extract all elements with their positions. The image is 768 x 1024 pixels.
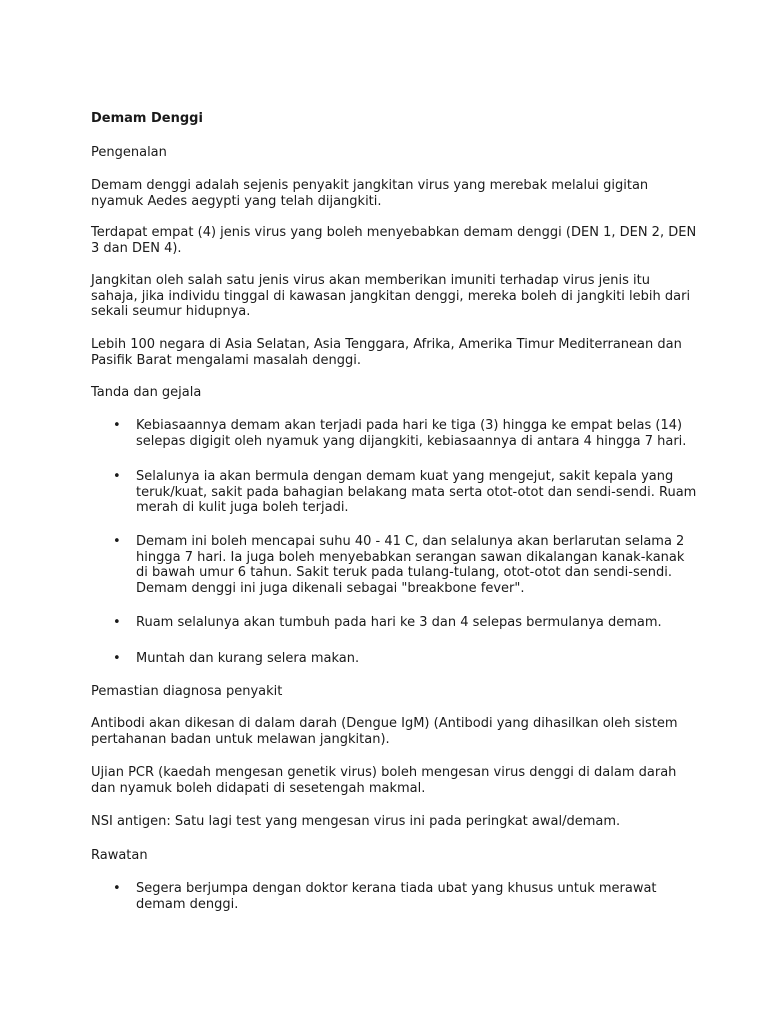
section-heading-diagnosis: Pemastian diagnosa penyakit xyxy=(91,684,283,699)
text-line: Antibodi akan dikesan di dalam darah (Dengue IgM) (Antibodi yang dihasilkan oleh sistem xyxy=(91,716,678,731)
paragraph-diagnosis-2 xyxy=(91,765,691,796)
text-line: merah di kulit juga boleh terjadi. xyxy=(136,500,349,515)
text-line: Kebiasaannya demam akan terjadi pada hari ke tiga (3) hingga ke empat belas (14) xyxy=(136,418,683,433)
text-line: teruk/kuat, sakit pada bahagian belakang mata serta otot-otot dan sendi-sendi. Ruam xyxy=(136,484,697,500)
text-line: sekali seumur hidupnya. xyxy=(91,304,251,319)
text-line: nyamuk Aedes aegypti yang telah dijangkiti. xyxy=(91,193,382,209)
text-line: hingga 7 hari. Ia juga boleh menyebabkan serangan sawan dikalangan kanak-kanak xyxy=(136,549,685,565)
section-heading-treatment: Rawatan xyxy=(91,848,148,863)
text-line: pertahanan badan untuk melawan jangkitan). xyxy=(91,731,390,747)
text-line: Lebih 100 negara di Asia Selatan, Asia Tenggara, Afrika, Amerika Timur Mediterranean dan xyxy=(91,337,682,352)
section-heading-intro: Pengenalan xyxy=(91,145,167,160)
text-line: Demam denggi ini juga dikenali sebagai "breakbone fever". xyxy=(136,580,525,596)
paragraph-intro-4 xyxy=(91,337,691,368)
bullet-icon: • xyxy=(113,534,121,549)
bullet-icon: • xyxy=(113,418,121,433)
text-line: 3 dan DEN 4). xyxy=(91,240,182,256)
text-line: Muntah dan kurang selera makan. xyxy=(136,651,360,666)
text-line: sahaja, jika individu tinggal di kawasan jangkitan denggi, mereka boleh di jangkiti lebih dari xyxy=(91,288,691,304)
bullet-icon: • xyxy=(113,651,121,666)
text-line: Demam denggi adalah sejenis penyakit jangkitan virus yang merebak melalui gigitan xyxy=(91,178,649,193)
text-line: demam denggi. xyxy=(136,896,239,912)
text-line: Terdapat empat (4) jenis virus yang boleh menyebabkan demam denggi (DEN 1, DEN 2, DEN xyxy=(91,225,697,240)
document-title: Demam Denggi xyxy=(91,111,203,126)
paragraph-intro-3 xyxy=(91,273,691,320)
bullet-icon: • xyxy=(113,881,121,896)
paragraph-intro-1 xyxy=(91,178,691,209)
bullet-icon: • xyxy=(113,615,121,630)
text-line: dan nyamuk boleh didapati di sesetengah makmal. xyxy=(91,780,426,796)
paragraph-diagnosis-3: NSI antigen: Satu lagi test yang mengesan virus ini pada peringkat awal/demam. xyxy=(91,814,621,829)
text-line: di bawah umur 6 tahun. Sakit teruk pada tulang-tulang, otot-otot dan sendi-sendi. xyxy=(136,565,672,580)
text-line: Ruam selalunya akan tumbuh pada hari ke 3 dan 4 selepas bermulanya demam. xyxy=(136,615,662,630)
text-line: selepas digigit oleh nyamuk yang dijangkiti, kebiasaannya di antara 4 hingga 7 hari. xyxy=(136,433,687,449)
text-line: Selalunya ia akan bermula dengan demam kuat yang mengejut, sakit kepala yang xyxy=(136,469,674,484)
text-line: Ujian PCR (kaedah mengesan genetik virus) boleh mengesan virus denggi di dalam darah xyxy=(91,765,677,780)
bullet-icon: • xyxy=(113,469,121,484)
text-line: Segera berjumpa dengan doktor kerana tiada ubat yang khusus untuk merawat xyxy=(136,881,657,896)
paragraph-diagnosis-1 xyxy=(91,716,691,747)
text-line: Pasifik Barat mengalami masalah denggi. xyxy=(91,352,362,368)
text-line: Jangkitan oleh salah satu jenis virus akan memberikan imuniti terhadap virus jenis itu xyxy=(91,273,650,288)
paragraph-intro-2 xyxy=(91,225,697,256)
text-line: Demam ini boleh mencapai suhu 40 - 41 C, dan selalunya akan berlarutan selama 2 xyxy=(136,534,685,549)
section-heading-symptoms: Tanda dan gejala xyxy=(91,385,202,400)
